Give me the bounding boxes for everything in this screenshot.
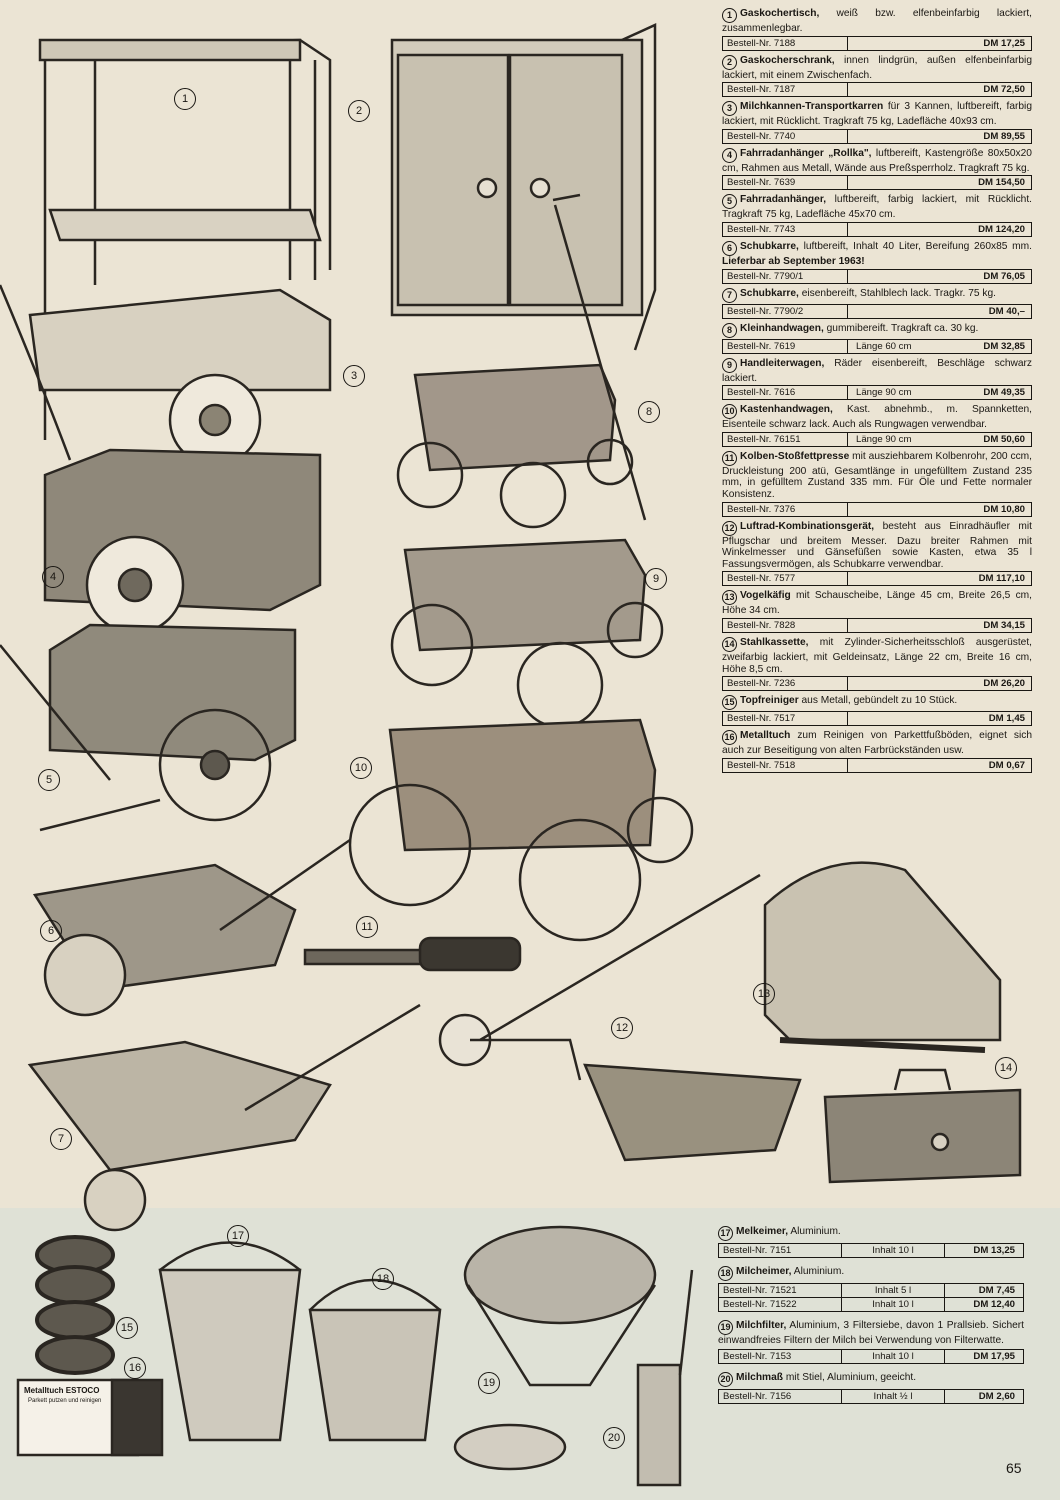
entry-number: 19	[718, 1320, 733, 1335]
product-name: Milcheimer,	[736, 1266, 792, 1277]
product-description: für 3 Kannen, luftbereift, farbig lackiert, mit Rücklicht. Tragkraft 75 kg, Ladefläche 40x93 cm.	[722, 101, 1032, 128]
price: DM 26,20	[983, 678, 1025, 690]
price: DM 50,60	[983, 433, 1025, 445]
entry-number: 10	[722, 404, 737, 419]
entry-number: 15	[722, 695, 737, 710]
price: DM 2,60	[978, 1390, 1015, 1402]
product-entry-11	[722, 451, 1032, 517]
bike-trailer-4-illustration	[45, 450, 320, 633]
product-name: Milchfilter,	[736, 1320, 787, 1331]
callout-14: 14	[995, 1057, 1017, 1079]
entry-number: 20	[718, 1372, 733, 1387]
price: DM 17,95	[973, 1350, 1015, 1362]
product-entry-9	[722, 358, 1032, 401]
callout-6: 6	[40, 920, 62, 942]
product-entry-7	[722, 288, 1032, 319]
product-description: Aluminium.	[788, 1226, 841, 1237]
product-description: mit Stiel, Aluminium, geeicht.	[782, 1371, 917, 1383]
capacity: Inhalt ½ l	[842, 1390, 945, 1403]
callout-8: 8	[638, 401, 660, 423]
order-number: Bestell-Nr. 7517	[727, 713, 796, 725]
product-entry-19	[718, 1320, 1024, 1364]
order-number: Bestell-Nr. 7790/1	[727, 270, 804, 282]
product-description: weiß bzw. elfenbeinfarbig lackiert, zusammenlegbar.	[722, 8, 1032, 34]
product-list	[722, 8, 1032, 777]
entry-number: 9	[722, 358, 737, 373]
order-number: Bestell-Nr. 7156	[719, 1390, 842, 1403]
product-name: Kleinhandwagen,	[740, 322, 824, 334]
entry-number: 12	[722, 521, 737, 536]
milk-filter-illustration	[455, 1227, 655, 1469]
price: DM 13,25	[973, 1245, 1015, 1256]
product-entry-2	[722, 55, 1032, 98]
product-name: Luftrad-Kombinationsgerät,	[740, 520, 875, 532]
product-entry-12	[722, 521, 1032, 587]
price: DM 7,45	[978, 1285, 1015, 1296]
price: DM 40,–	[988, 305, 1025, 317]
callout-15: 15	[116, 1317, 138, 1339]
product-entry-3	[722, 101, 1032, 144]
order-number: Bestell-Nr. 7828	[727, 619, 796, 631]
capacity: Inhalt 10 l	[842, 1350, 945, 1363]
entry-number: 16	[722, 730, 737, 745]
product-name: Schubkarre,	[740, 240, 799, 252]
product-name: Kolben-Stoßfettpresse	[740, 450, 850, 462]
callout-10: 10	[350, 757, 372, 779]
page-number: 65	[1006, 1460, 1022, 1476]
hand-wagon-8-illustration	[398, 365, 632, 527]
gas-cabinet-illustration	[392, 25, 655, 350]
milk-bucket-illustration	[310, 1280, 440, 1440]
bird-cage-illustration	[765, 863, 1000, 1050]
price: DM 89,55	[983, 130, 1025, 142]
product-name: Schubkarre,	[740, 287, 799, 299]
entry-number: 3	[722, 101, 737, 116]
callout-20: 20	[603, 1427, 625, 1449]
product-entry-15	[722, 695, 1032, 726]
callout-12: 12	[611, 1017, 633, 1039]
product-name: Topfreiniger	[740, 695, 799, 707]
callout-13: 13	[753, 983, 775, 1005]
product-entry-10	[722, 404, 1032, 447]
callout-2: 2	[348, 100, 370, 122]
product-description: mit Schauscheibe, Länge 45 cm, Breite 26,5 cm, Höhe 34 cm.	[722, 590, 1032, 617]
length: Länge 90 cm	[856, 433, 912, 445]
entry-number: 2	[722, 55, 737, 70]
product-entry-6	[722, 241, 1032, 284]
callout-5: 5	[38, 769, 60, 791]
product-entry-13	[722, 590, 1032, 633]
bike-trailer-5-illustration	[0, 625, 295, 830]
entry-number: 13	[722, 590, 737, 605]
price: DM 34,15	[983, 619, 1025, 631]
product-entry-1	[722, 8, 1032, 51]
product-name: Metalltuch	[740, 730, 791, 742]
product-entry-4	[722, 148, 1032, 191]
price: DM 72,50	[983, 84, 1025, 96]
box-wagon-10-illustration	[350, 720, 692, 940]
order-number: Bestell-Nr. 7188	[727, 37, 796, 49]
order-number: Bestell-Nr. 7153	[719, 1350, 842, 1363]
callout-3: 3	[343, 365, 365, 387]
product-name: Fahrradanhänger „Rollka",	[740, 147, 872, 159]
product-name: Gaskocherschrank,	[740, 54, 835, 66]
price: DM 76,05	[983, 270, 1025, 282]
price: DM 49,35	[983, 387, 1025, 399]
callout-11: 11	[356, 916, 378, 938]
order-number: Bestell-Nr. 7619	[723, 340, 848, 353]
callout-18: 18	[372, 1268, 394, 1290]
order-number: Bestell-Nr. 7376	[727, 503, 796, 515]
entry-number: 7	[722, 288, 737, 303]
wheelbarrow-6-illustration	[35, 840, 350, 1015]
price: DM 10,80	[983, 503, 1025, 515]
price: DM 12,40	[973, 1299, 1015, 1310]
product-entry-8	[722, 323, 1032, 354]
cash-box-illustration	[825, 1070, 1020, 1182]
price: DM 17,25	[983, 37, 1025, 49]
price: DM 1,45	[988, 713, 1025, 725]
product-description: zum Reinigen von Parkettfußböden, eignet sich auch zur Beseitigung von alten Farbrückständen usw.	[722, 730, 1032, 757]
price: DM 154,50	[978, 177, 1025, 189]
order-number: Bestell-Nr. 7790/2	[727, 305, 804, 317]
product-name: Kastenhandwagen,	[740, 404, 833, 416]
product-description: besteht aus Einradhäufler mit Pflugschar und breitem Messer. Dazu breiter Rahmen mit Winkelmesser und Gänsefüßen sowie Kasten, etwa 35 l Fassungsvermögen, als Schubkarre verwendbar.	[722, 520, 1032, 570]
entry-number: 5	[722, 194, 737, 209]
order-number: Bestell-Nr. 7740	[727, 130, 796, 142]
length: Länge 60 cm	[856, 340, 912, 352]
callout-9: 9	[645, 568, 667, 590]
capacity: Inhalt 5 l	[842, 1284, 945, 1297]
entry-number: 14	[722, 637, 737, 652]
callout-16: 16	[124, 1357, 146, 1379]
dairy-product-list	[718, 1226, 1024, 1412]
product-description: mit ausziehbarem Kolbenrohr, 200 ccm, Druckleistung 200 atü, Gesamtlänge in ungefülltem Zustand 235 mm, in gefülltem Zustand 335 mm. Für Öle und Fette normaler Konsistenz.	[722, 450, 1032, 500]
price: DM 117,10	[978, 573, 1025, 585]
product-description: gummibereift. Tragkraft ca. 30 kg.	[823, 322, 979, 334]
product-name: Stahlkassette,	[740, 636, 809, 648]
product-description: Kast. abnehmb., m. Spannketten, Eisenteile schwarz lack. Auch als Rungwagen verwendbar.	[722, 404, 1032, 431]
milking-pail-illustration	[160, 1243, 300, 1441]
product-entry-16	[722, 730, 1032, 773]
pot-scourers-illustration	[37, 1237, 113, 1373]
product-name: Milchmaß	[736, 1371, 783, 1383]
order-number: Bestell-Nr. 7743	[727, 223, 796, 235]
product-name: Vogelkäfig	[740, 590, 791, 602]
order-number: Bestell-Nr. 7518	[727, 759, 796, 771]
entry-number: 4	[722, 148, 737, 163]
product-description: luftbereift, Kastengröße 80x50x20 cm, Rahmen aus Metall, Wände aus Preßsperrholz. Tragkraft 75 kg.	[722, 147, 1032, 174]
callout-19: 19	[478, 1372, 500, 1394]
product-name: Milchkannen-Transportkarren	[740, 101, 884, 113]
entry-number: 18	[718, 1266, 733, 1281]
product-description: eisenbereift, Stahlblech lack. Tragkr. 75 kg.	[798, 287, 996, 299]
length: Länge 90 cm	[856, 387, 912, 399]
product-description: innen lindgrün, außen elfenbeinfarbig lackiert, mit einem Zwischenfach.	[722, 54, 1032, 81]
callout-17: 17	[227, 1225, 249, 1247]
product-entry-20	[718, 1372, 1024, 1404]
product-description: Aluminium.	[791, 1266, 845, 1277]
entry-number: 1	[722, 8, 737, 23]
package-brand-label: Metalltuch ESTOCO	[24, 1386, 100, 1395]
order-number: Bestell-Nr. 76151	[723, 433, 848, 446]
wheelbarrow-7-illustration	[30, 1005, 420, 1230]
entry-number: 6	[722, 241, 737, 256]
order-number: Bestell-Nr. 71521	[719, 1284, 842, 1297]
product-entry-18	[718, 1266, 1024, 1312]
product-description: mit Zylinder-Sicherheitsschloß ausgerüstet, zweifarbig lackiert, mit Geldeinsatz, Länge 22 cm, Breite 16 cm, Höhe 8,5 cm.	[722, 636, 1032, 675]
callout-1: 1	[174, 88, 196, 110]
price: DM 32,85	[983, 340, 1025, 352]
entry-number: 8	[722, 323, 737, 338]
order-number: Bestell-Nr. 7187	[727, 84, 796, 96]
capacity: Inhalt 10 l	[842, 1298, 945, 1311]
order-number: Bestell-Nr. 7577	[727, 573, 796, 585]
product-name: Melkeimer,	[736, 1226, 789, 1237]
price: DM 0,67	[988, 759, 1025, 771]
product-entry-17	[718, 1226, 1024, 1258]
callout-4: 4	[42, 566, 64, 588]
product-name: Handleiterwagen,	[740, 357, 825, 369]
product-entry-5	[722, 194, 1032, 237]
price: DM 124,20	[978, 223, 1025, 235]
product-description: aus Metall, gebündelt zu 10 Stück.	[798, 695, 958, 707]
order-number: Bestell-Nr. 7236	[727, 678, 796, 690]
milk-cart-illustration	[0, 285, 330, 465]
entry-number: 17	[718, 1226, 733, 1241]
capacity: Inhalt 10 l	[842, 1244, 945, 1257]
milk-measure-illustration	[638, 1270, 692, 1485]
order-number: Bestell-Nr. 7639	[727, 177, 796, 189]
product-description: luftbereift, farbig lackiert, mit Rücklicht. Tragkraft 75 kg, Ladefläche 45x70 cm.	[722, 194, 1032, 221]
package-subtitle-label: Parkett putzen und reinigen	[28, 1398, 102, 1404]
product-entry-14	[722, 637, 1032, 691]
product-description: Räder eisenbereift, Beschläge schwarz lackiert.	[722, 357, 1032, 384]
product-name: Fahrradanhänger,	[740, 194, 827, 206]
order-number: Bestell-Nr. 71522	[719, 1298, 842, 1311]
grease-gun-illustration	[305, 938, 520, 970]
callout-7: 7	[50, 1128, 72, 1150]
order-number: Bestell-Nr. 7616	[723, 386, 848, 399]
availability-note: Lieferbar ab September 1963!	[722, 255, 865, 267]
product-description: luftbereift, Inhalt 40 Liter, Bereifung 260x85 mm.	[798, 240, 1032, 252]
product-description: Aluminium, 3 Filtersiebe, davon 1 Prallsieb. Sichert einwandfreies Filtern der Milch bei Verwendung von Filterwatte.	[718, 1320, 1024, 1346]
entry-number: 11	[722, 451, 737, 466]
order-number: Bestell-Nr. 7151	[719, 1244, 842, 1257]
product-name: Gaskochertisch,	[740, 8, 820, 19]
